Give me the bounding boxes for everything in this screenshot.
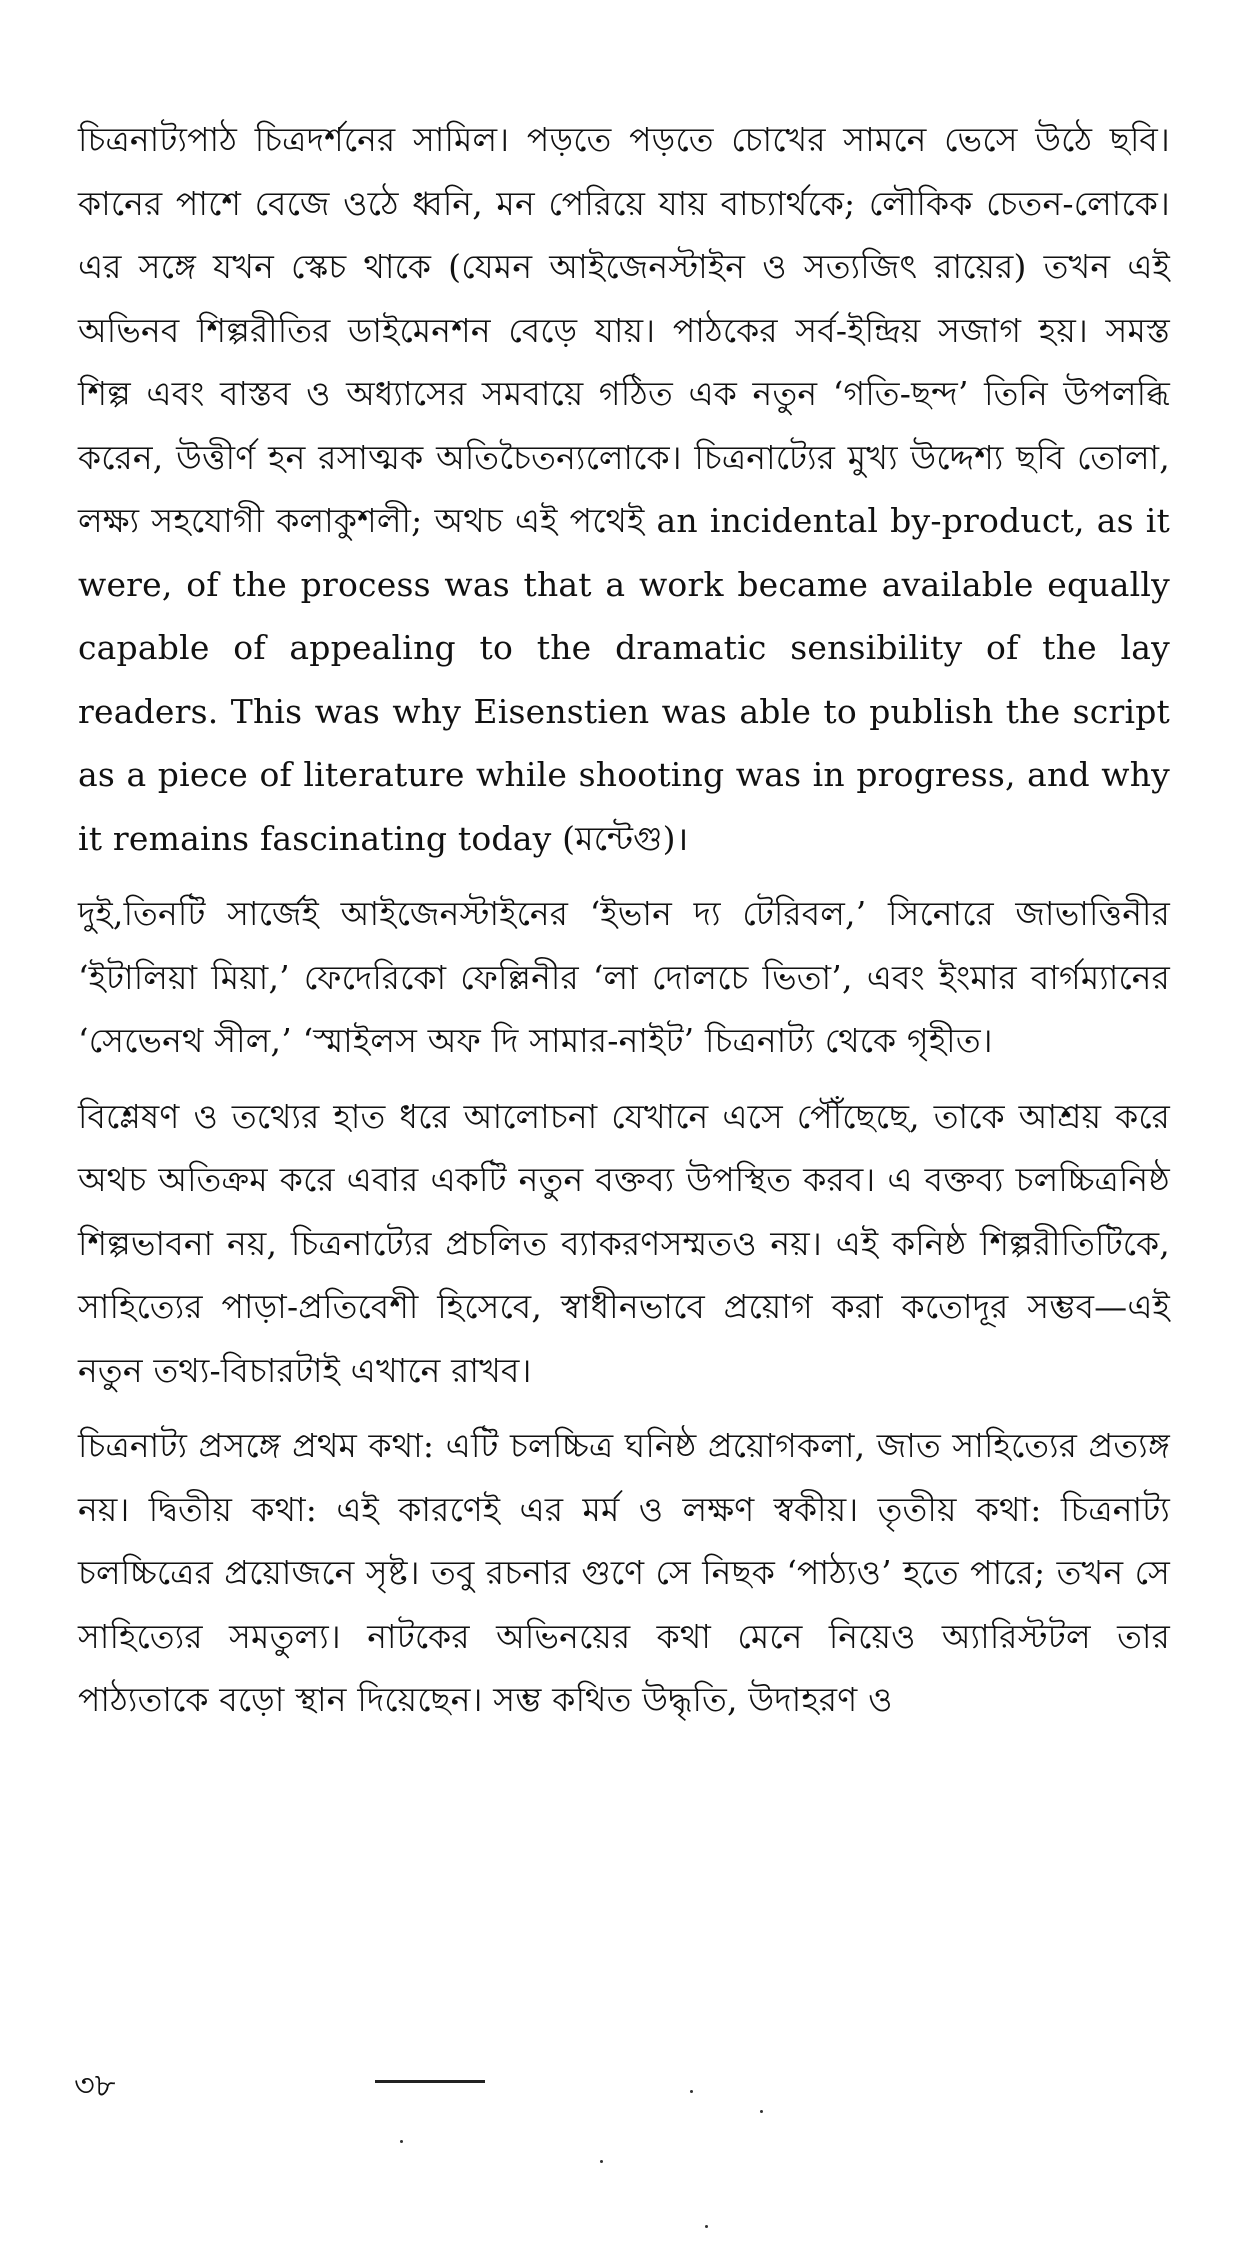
scan-speck: [760, 2110, 763, 2113]
paragraph-1: চিত্রনাট্যপাঠ চিত্রদর্শনের সামিল। পড়তে পড়তে চোখের সামনে ভেসে উঠে ছবি। কানের পাশে বেজে ওঠে ধ্বনি, মন পেরিয়ে যায় বাচ্যার্থকে; লৌকিক চেতন-লোকে। এর সঙ্গে যখন স্কেচ থাকে (যেমন আইজেনস্টাইন ও সত্যজিৎ রায়ের) তখন এই অভিনব শিল্পরীতির ডাইমেনশন বেড়ে যায়। পাঠকের সর্ব-ইন্দ্রিয় সজাগ হয়। সমস্ত শিল্প এবং বাস্তব ও অধ্যাসের সমবায়ে গঠিত এক নতুন ‘গতি-ছন্দ’ তিনি উপলব্ধি করেন, উত্তীর্ণ হন রসাত্মক অতিচৈতন্যলোকে। চিত্রনাট্যের মুখ্য উদ্দেশ্য ছবি তোলা, লক্ষ্য সহযোগী কলাকুশলী; অথচ এই পথেই an incidental by-product, as it were, of the process was that a work became available equally capable of appealing to the dramatic sensibility of the lay readers. This was why Eisenstien was able to publish the script as a piece of literature while shooting was in progress, and why it remains fascinating today (মন্টেগু)।: [78, 120, 1170, 858]
scan-speck: [600, 2160, 603, 2163]
scan-speck: [400, 2140, 403, 2143]
paragraph-4: চিত্রনাট্য প্রসঙ্গে প্রথম কথা: এটি চলচ্চিত্র ঘনিষ্ঠ প্রয়োগকলা, জাত সাহিত্যের প্রত্যঙ্গ নয়। দ্বিতীয় কথা: এই কারণেই এর মর্ম ও লক্ষণ স্বকীয়। তৃতীয় কথা: চিত্রনাট্য চলচ্চিত্রের প্রয়োজনে সৃষ্ট। তবু রচনার গুণে সে নিছক ‘পাঠ্যও’ হতে পারে; তখন সে সাহিত্যের সমতুল্য। নাটকের অভিনয়ের কথা মেনে নিয়েও অ্যারিস্টটল তার পাঠ্যতাকে বড়ো স্থান দিয়েছেন। সম্ভ কথিত উদ্ধৃতি, উদাহরণ ও: [78, 1426, 1170, 1719]
scan-speck: [705, 2225, 708, 2228]
paragraph-2: দুই,তিনটি সার্জেই আইজেনস্টাইনের ‘ইভান দ্য টেরিবল,’ সিনোরে জাভাত্তিনীর ‘ইটালিয়া মিয়া,’ ফেদেরিকো ফেল্লিনীর ‘লা দোলচে ভিতা’, এবং ইংমার বার্গম্যানের ‘সেভেনথ সীল,’ ‘স্মাইলস অফ দি সামার-নাইট’ চিত্রনাট্য থেকে গৃহীত।: [78, 894, 1170, 1060]
scan-speck: [690, 2090, 693, 2093]
paragraph-3: বিশ্লেষণ ও তথ্যের হাত ধরে আলোচনা যেখানে এসে পৌঁছেছে, তাকে আশ্রয় করে অথচ অতিক্রম করে এবার একটি নতুন বক্তব্য উপস্থিত করব। এ বক্তব্য চলচ্চিত্রনিষ্ঠ শিল্পভাবনা নয়, চিত্রনাট্যের প্রচলিত ব্যাকরণসম্মতও নয়। এই কনিষ্ঠ শিল্পরীতিটিকে, সাহিত্যের পাড়া-প্রতিবেশী হিসেবে, স্বাধীনভাবে প্রয়োগ করা কতোদূর সম্ভব—এই নতুন তথ্য-বিচারটাই এখানে রাখব।: [78, 1096, 1170, 1390]
page-number: ৩৮: [74, 2066, 116, 2104]
document-body: [78, 108, 1170, 1744]
footer-rule: [375, 2080, 485, 2083]
